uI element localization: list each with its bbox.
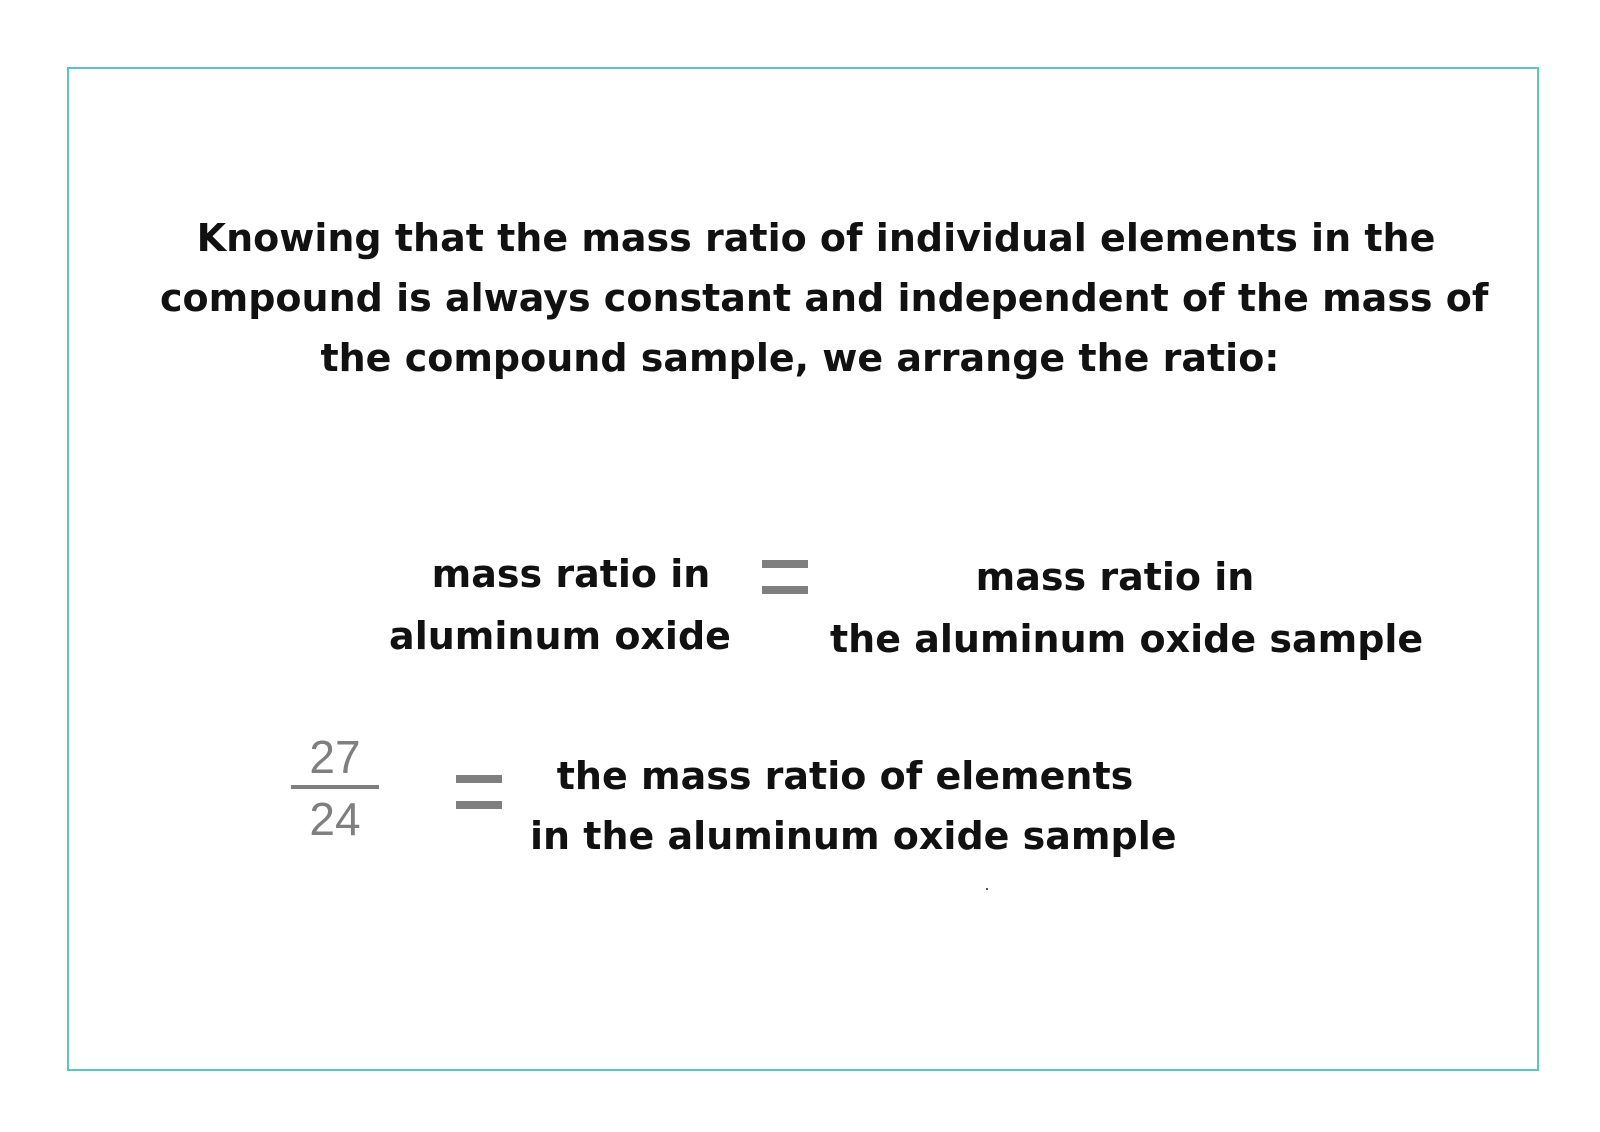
word-equation-left-side (380, 543, 740, 667)
fraction-bar (291, 785, 379, 789)
equals-sign-word-equation (762, 560, 808, 594)
right-side-line-2: the aluminum oxide sample (830, 617, 1424, 661)
mass-fraction (290, 732, 380, 844)
stray-dot (986, 888, 988, 890)
intro-line-2: compound is always constant and independent of the mass of (160, 276, 1489, 320)
fraction-denominator: 24 (309, 793, 361, 845)
right-side-line-1: mass ratio in (975, 555, 1255, 599)
fraction-numerator: 27 (309, 731, 361, 783)
numeric-right-line-1: the mass ratio of elements (556, 754, 1134, 798)
intro-text (160, 208, 1489, 388)
left-side-line-2: aluminum oxide (389, 614, 731, 658)
numeric-right-line-2: in the aluminum oxide sample (530, 814, 1177, 858)
intro-line-3: the compound sample, we arrange the ratio: (320, 336, 1280, 380)
word-equation-right-side (830, 546, 1424, 670)
intro-line-1: Knowing that the mass ratio of individual elements in the (196, 216, 1436, 260)
equals-sign-numeric-equation (456, 775, 502, 809)
left-side-line-1: mass ratio in (431, 552, 711, 596)
numeric-equation-right-side (530, 746, 1177, 866)
